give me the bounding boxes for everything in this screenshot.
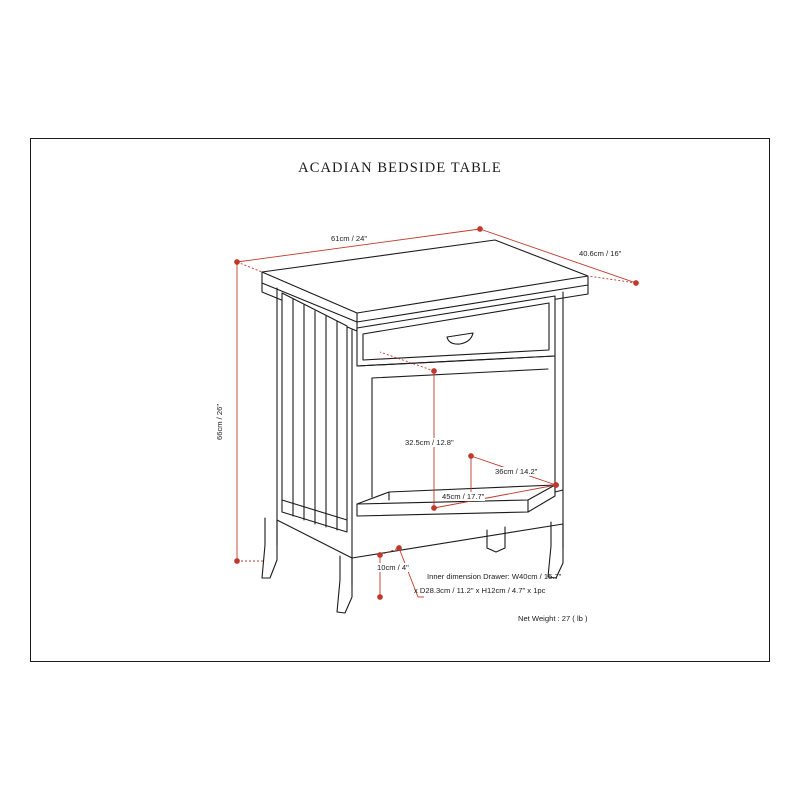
dimension-label-depth-top: 40.6cm / 16" <box>579 249 622 258</box>
dimension-label-height-total-wrap <box>215 403 224 441</box>
dimension-label-leg-height: 10cm / 4" <box>377 563 409 572</box>
net-weight-note: Net Weight : 27 ( lb ) <box>518 614 588 623</box>
dimension-label-shelf-side: 36cm / 14.2" <box>495 467 538 476</box>
page-title: ACADIAN BEDSIDE TABLE <box>298 160 502 176</box>
inner-dimension-note-line2: x D28.3cm / 11.2" x H12cm / 4.7" x 1pc <box>414 586 546 595</box>
dimension-label-width-top: 61cm / 24" <box>331 234 368 243</box>
inner-dimension-note-line1: Inner dimension Drawer: W40cm / 15.7" <box>427 572 562 581</box>
dimension-label-shelf-front: 45cm / 17.7" <box>442 492 485 501</box>
dimension-label-drawer-to-shelf: 32.5cm / 12.8" <box>405 438 454 447</box>
dimension-label-height-total: 66cm / 26" <box>215 403 224 440</box>
